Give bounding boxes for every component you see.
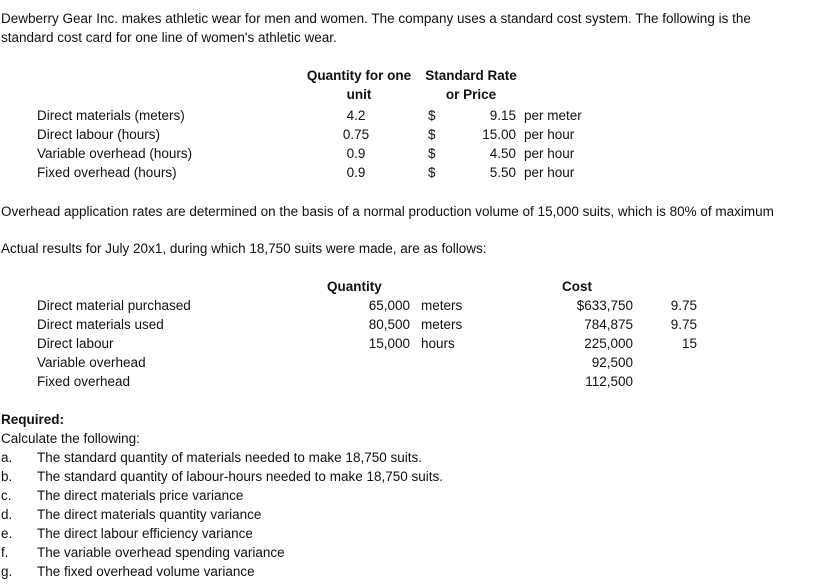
actual-row-extra: 9.75 [670, 317, 697, 332]
std-row-currency: $ [428, 108, 436, 123]
required-item-letter: d. [1, 507, 13, 522]
actual-row-label: Direct material purchased [37, 298, 191, 313]
header-rate-line-2: or Price [445, 87, 497, 102]
std-row-rate: 15.00 [482, 127, 516, 142]
header-quantity-line-1: Quantity for one [306, 68, 412, 83]
header-quantity-line-2: unit [346, 87, 372, 102]
std-row-label: Variable overhead (hours) [37, 146, 193, 161]
required-item-letter: b. [1, 469, 13, 484]
actual-row-label: Direct labour [37, 336, 114, 351]
header-cost: Cost [562, 279, 592, 294]
std-row-qty: 0.75 [342, 127, 370, 142]
std-row-label: Fixed overhead (hours) [37, 165, 177, 180]
actual-row-qty-unit: hours [421, 336, 455, 351]
actual-row-label: Fixed overhead [37, 374, 131, 389]
required-item-text: The variable overhead spending variance [37, 545, 285, 560]
intro-line-1: Dewberry Gear Inc. makes athletic wear for men and women. The company uses a standard cost system. The following is the [1, 11, 751, 26]
std-row-label: Direct labour (hours) [37, 127, 161, 142]
required-item-text: The direct materials quantity variance [37, 507, 262, 522]
required-item-text: The fixed overhead volume variance [37, 564, 255, 579]
actual-row-extra: 9.75 [670, 298, 697, 313]
header-quantity: Quantity [327, 279, 382, 294]
std-row-rate: 4.50 [489, 146, 516, 161]
required-item-text: The direct materials price variance [37, 488, 244, 503]
std-row-unit: per hour [524, 146, 575, 161]
actual-row-cost: $633,750 [576, 298, 633, 313]
actual-row-label: Variable overhead [37, 355, 146, 370]
overhead-note: Overhead application rates are determined on the basis of a normal production volume of 15,000 suits, which is 80% of maximum [1, 204, 774, 219]
required-item-letter: c. [1, 488, 12, 503]
std-row-currency: $ [428, 165, 436, 180]
std-row-rate: 5.50 [489, 165, 516, 180]
actual-row-qty: 15,000 [368, 336, 410, 351]
actual-row-cost: 112,500 [585, 374, 633, 389]
std-row-currency: $ [428, 127, 436, 142]
header-rate-line-1: Standard Rate [425, 68, 517, 83]
required-item-letter: f. [1, 545, 9, 560]
std-row-currency: $ [428, 146, 436, 161]
std-row-unit: per meter [524, 108, 582, 123]
actual-row-cost: 92,500 [591, 355, 633, 370]
actual-row-qty-unit: meters [421, 298, 463, 313]
intro-line-2: standard cost card for one line of women's athletic wear. [1, 30, 337, 45]
std-row-qty: 0.9 [346, 165, 366, 180]
required-item-text: The standard quantity of labour-hours needed to make 18,750 suits. [37, 469, 444, 484]
actual-row-qty-unit: meters [421, 317, 463, 332]
required-item-letter: g. [1, 564, 13, 579]
required-item-text: The standard quantity of materials needed to make 18,750 suits. [37, 450, 422, 465]
std-row-unit: per hour [524, 127, 575, 142]
actual-row-extra: 15 [681, 336, 697, 351]
actual-row-cost: 784,875 [584, 317, 633, 332]
required-subtitle: Calculate the following: [1, 431, 140, 446]
std-row-label: Direct materials (meters) [37, 108, 185, 123]
std-row-qty: 4.2 [346, 108, 366, 123]
required-item-text: The direct labour efficiency variance [37, 526, 253, 541]
actual-row-qty: 80,500 [368, 317, 410, 332]
required-title: Required: [1, 412, 65, 427]
required-item-letter: a. [1, 450, 13, 465]
actual-row-qty: 65,000 [368, 298, 410, 313]
std-row-qty: 0.9 [346, 146, 366, 161]
std-row-unit: per hour [524, 165, 575, 180]
std-row-rate: 9.15 [489, 108, 516, 123]
actual-row-label: Direct materials used [37, 317, 164, 332]
actual-intro: Actual results for July 20x1, during which 18,750 suits were made, are as follows: [1, 241, 487, 256]
actual-row-cost: 225,000 [584, 336, 633, 351]
required-item-letter: e. [1, 526, 13, 541]
